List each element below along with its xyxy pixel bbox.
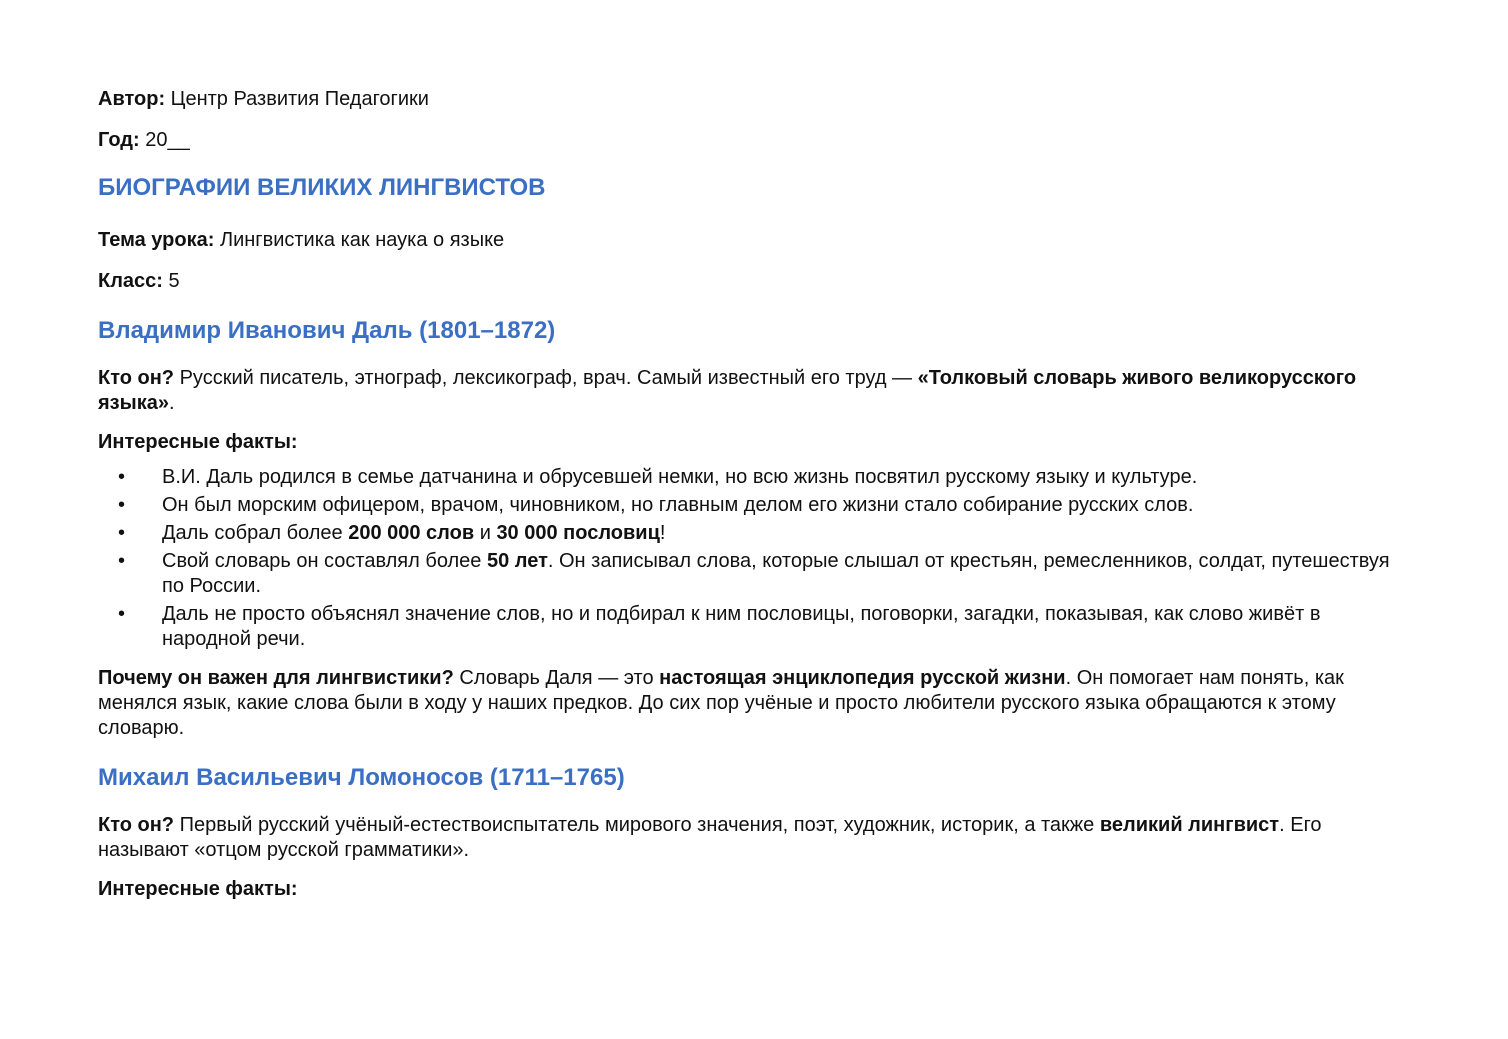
dal-why-text: Словарь Даля — это [453, 667, 660, 689]
class-label: Класс: [98, 270, 163, 292]
fact-bold-years: 50 лет [486, 550, 548, 572]
dal-who-text: Русский писатель, этнограф, лексикограф, врач. Самый известный его труд — [174, 367, 918, 389]
dal-who-end: . [168, 392, 175, 414]
lesson-topic-value: Лингвистика как наука о языке [214, 229, 505, 251]
lomonosov-who-text: Первый русский учёный-естествоиспытатель мирового значения, поэт, художник, историк, а также [174, 814, 1100, 836]
fact-bold-proverbs: 30 000 пословиц [496, 522, 660, 544]
list-item [98, 602, 1408, 652]
year-value: 20__ [139, 129, 190, 151]
lomonosov-who-paragraph [98, 813, 1408, 863]
bullet-icon: • [118, 603, 126, 625]
bullet-icon: • [118, 466, 126, 488]
list-item [98, 465, 1408, 490]
dal-heading: Владимир Иванович Даль (1801–1872) [98, 317, 556, 344]
fact-text: ! [659, 522, 666, 544]
bullet-icon: • [118, 522, 126, 544]
document-title: БИОГРАФИИ ВЕЛИКИХ ЛИНГВИСТОВ [98, 174, 546, 201]
lomonosov-facts-title: Интересные факты: [98, 878, 298, 900]
lomonosov-who-bold: великий лингвист [1099, 814, 1280, 836]
lomonosov-who-end: . Его называют «отцом русской грамматики». [98, 814, 1322, 861]
lesson-topic-line [98, 227, 1408, 253]
fact-text: . Он записывал слова, которые слышал от крестьян, ремесленников, солдат, путешествуя по России. [162, 550, 1390, 597]
document-page [98, 86, 1408, 912]
fact-text: Свой словарь он составлял более [162, 550, 487, 572]
fact-text: и [474, 522, 497, 544]
fact-text: Он был морским офицером, врачом, чиновником, но главным делом его жизни стало собирание русских слов. [162, 494, 1194, 516]
list-item [98, 549, 1408, 599]
year-line [98, 127, 1408, 153]
author-line [98, 86, 1408, 112]
year-label: Год: [98, 129, 140, 151]
list-item [98, 521, 1408, 546]
dal-facts-title: Интересные факты: [98, 431, 298, 453]
bullet-icon: • [118, 550, 126, 572]
dal-who-label: Кто он? [98, 367, 175, 389]
dal-facts-list [98, 465, 1408, 652]
author-value: Центр Развития Педагогики [165, 88, 429, 110]
lomonosov-heading: Михаил Васильевич Ломоносов (1711–1765) [98, 764, 625, 791]
class-line [98, 268, 1408, 294]
bullet-icon: • [118, 494, 126, 516]
fact-text: Даль собрал более [162, 522, 349, 544]
dal-why-label: Почему он важен для лингвистики? [98, 667, 454, 689]
dal-why-end: . Он помогает нам понять, как менялся язык, какие слова были в ходу у наших предков. До сих пор учёные и просто любители русского языка обращаются к этому словарю. [98, 667, 1344, 739]
fact-text: В.И. Даль родился в семье датчанина и обрусевшей немки, но всю жизнь посвятил русскому языку и культуре. [162, 466, 1198, 488]
author-label: Автор: [98, 88, 166, 110]
lesson-topic-label: Тема урока: [98, 229, 215, 251]
lomonosov-who-label: Кто он? [98, 814, 175, 836]
class-value: 5 [162, 270, 180, 292]
list-item [98, 493, 1408, 518]
dal-dictionary-title: «Толковый словарь живого великорусского языка» [98, 367, 1357, 414]
dal-why-bold: настоящая энциклопедия русской жизни [659, 667, 1066, 689]
fact-bold-words: 200 000 слов [348, 522, 475, 544]
dal-why-paragraph [98, 666, 1408, 741]
dal-who-paragraph [98, 366, 1408, 416]
fact-text: Даль не просто объяснял значение слов, но и подбирал к ним пословицы, поговорки, загадки, показывая, как слово живёт в народной речи. [162, 603, 1321, 650]
